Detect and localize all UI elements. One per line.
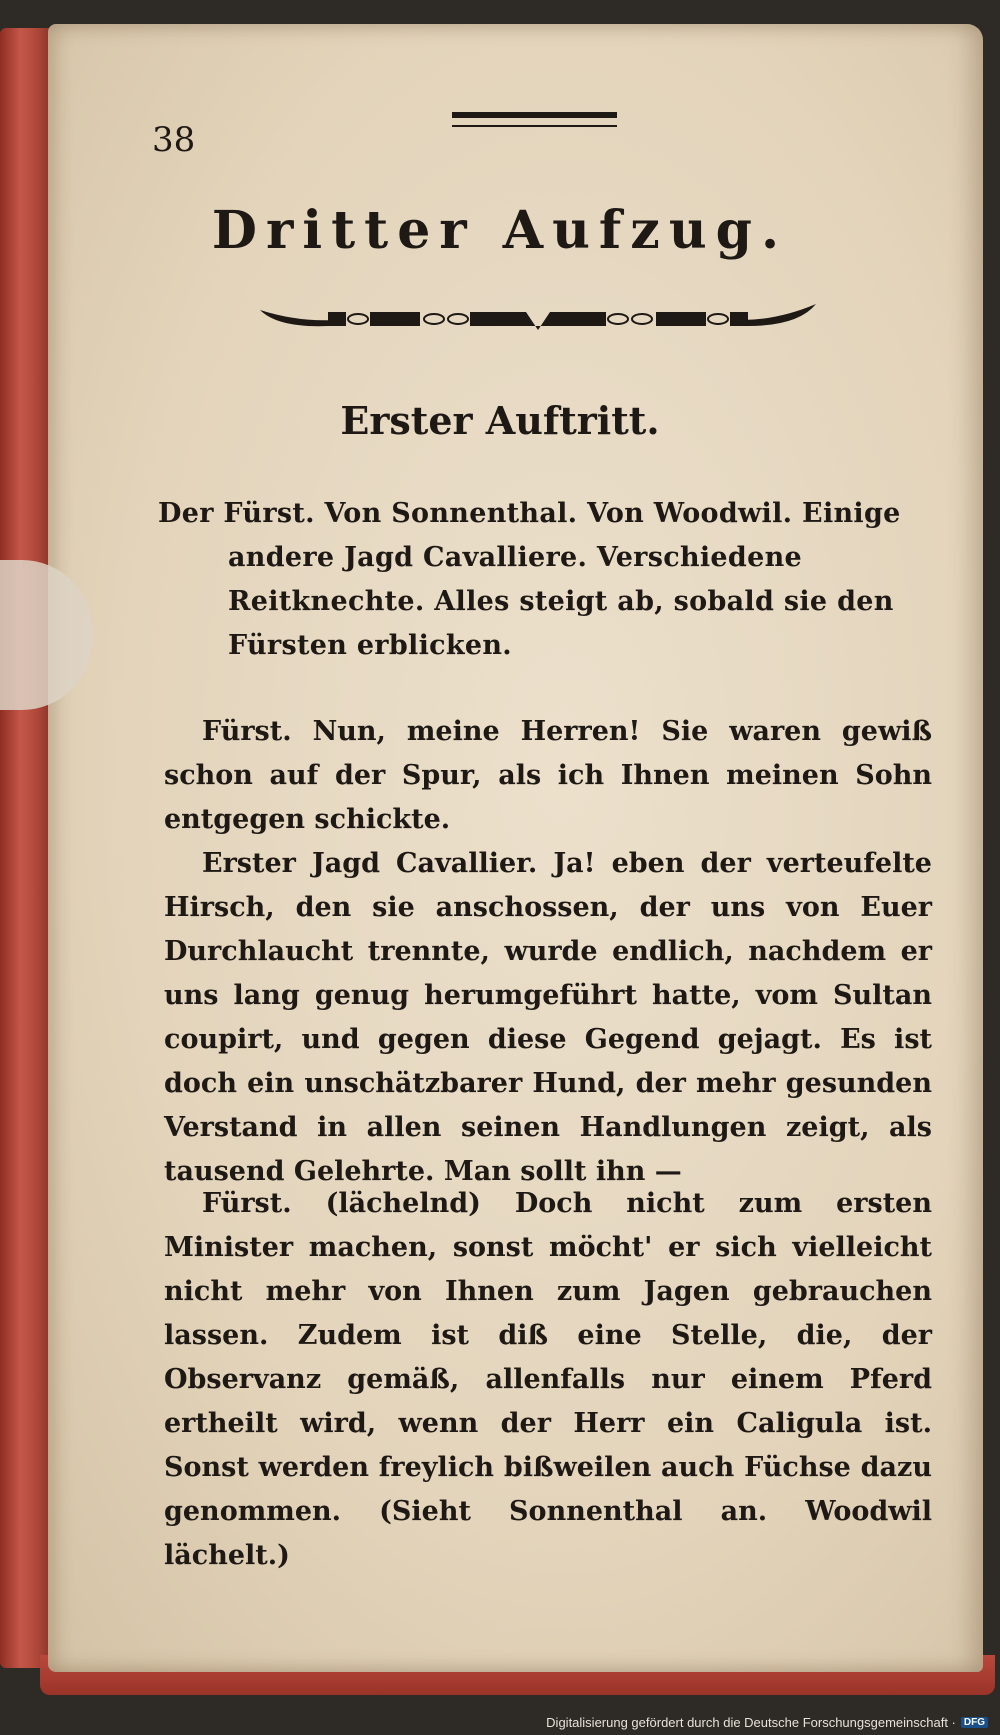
speech-3: [164, 1182, 932, 1578]
cast-list: Der Fürst. Von Sonnenthal. Von Woodwil. Einige andere Jagd Cavalliere. Verschiedene Reitknechte. Alles steigt ab, sobald sie den Fürsten erblicken.: [158, 498, 901, 661]
ornament-divider: [258, 300, 818, 336]
speech-2: [164, 842, 932, 1194]
scene-title: Erster Auftritt.: [340, 398, 660, 443]
speech-1: [164, 710, 932, 842]
speech-1-text: Nun, meine Herren! Sie waren gewiß schon auf der Spur, als ich Ihnen meinen Sohn entgegen schickte.: [164, 716, 932, 835]
speech-3-text: (lächelnd) Doch nicht zum ersten Minister machen, sonst möcht' er sich vielleicht nicht mehr von Ihnen zum Jagen gebrauchen lassen. Zudem ist diß eine Stelle, die, der Observanz gemäß, allenfalls nur einem Pferd ertheilt wird, wenn der Herr ein Caligula ist. Sonst werden freylich bißweilen auch Füchse dazu genommen. (Sieht Sonnenthal an. Woodwil lächelt.): [164, 1188, 932, 1571]
speech-1-speaker: Fürst.: [202, 716, 292, 747]
credit-text: Digitalisierung gefördert durch die Deutsche Forschungsgemeinschaft ·: [546, 1715, 956, 1730]
speech-2-speaker: Erster Jagd Cavallier.: [202, 848, 538, 879]
act-title: Dritter Aufzug.: [211, 200, 789, 261]
page-number: 38: [152, 120, 196, 160]
dfg-logo: DFG: [961, 1717, 988, 1728]
speech-3-speaker: Fürst.: [202, 1188, 292, 1219]
speech-2-text: Ja! eben der verteufelte Hirsch, den sie anschossen, der uns von Euer Durchlaucht trennte, wurde endlich, nachdem er uns lang genug herumgeführt hatte, vom Sultan coupirt, und gegen diese Gegend gejagt. Es ist doch ein unschätzbarer Hund, der mehr gesunden Verstand in allen seinen Handlungen zeigt, als tausend Gelehrte. Man sollt ihn —: [164, 848, 932, 1187]
header-rule: [452, 112, 617, 127]
digitization-credit: [546, 1715, 988, 1730]
